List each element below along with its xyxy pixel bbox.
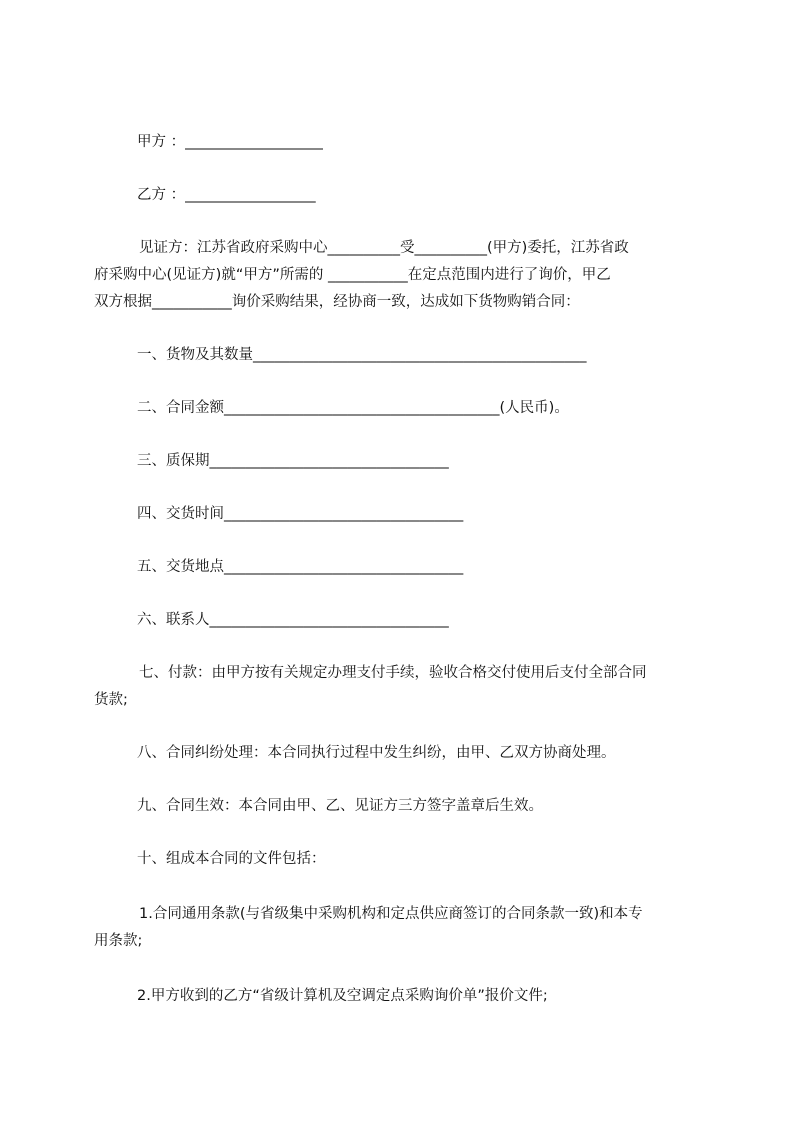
- party-b-line: 乙方 ：__________________: [137, 187, 316, 203]
- party-a-line: 甲方 ：___________________: [137, 134, 323, 150]
- document-item-2: 2.甲方收到的乙方“省级计算机及空调定点采购询价单”报价文件;: [137, 988, 548, 1004]
- witness-paragraph-line-1: 见证方：江苏省政府采购中心__________受__________(甲方)委托，江苏省政: [139, 240, 629, 256]
- clause-dispute-resolution: 八、合同纠纷处理：本合同执行过程中发生纠纷，由甲、乙双方协商处理。: [137, 745, 616, 761]
- clause-contact-person: 六、联系人_________________________________: [137, 612, 449, 628]
- witness-paragraph-line-3: 双方根据___________询价采购结果，经协商一致，达成如下货物购销合同：: [94, 294, 580, 310]
- clause-goods-quantity: 一、货物及其数量______________________________________________: [137, 347, 587, 363]
- witness-paragraph-line-2: 府采购中心(见证方)就“甲方”所需的 ___________在定点范围内进行了询价，甲乙: [94, 267, 611, 283]
- clause-payment-line-1: 七、付款：由甲方按有关规定办理支付手续，验收合格交付使用后支付全部合同: [139, 665, 647, 681]
- document-item-1-line-1: 1.合同通用条款(与省级集中采购机构和定点供应商签订的合同条款一致)和本专: [139, 906, 643, 922]
- clause-contract-amount: 二、合同金额______________________________________(人民币)。: [137, 400, 569, 416]
- clause-delivery-time: 四、交货时间_________________________________: [137, 506, 464, 522]
- clause-contract-effective: 九、合同生效：本合同由甲、乙、见证方三方签字盖章后生效。: [137, 798, 543, 814]
- clause-delivery-place: 五、交货地点_________________________________: [137, 559, 464, 575]
- clause-warranty-period: 三、质保期_________________________________: [137, 453, 449, 469]
- clause-payment-line-2: 货款;: [94, 692, 128, 708]
- clause-contract-documents: 十、组成本合同的文件包括：: [137, 851, 326, 867]
- document-item-1-line-2: 用条款;: [94, 933, 143, 949]
